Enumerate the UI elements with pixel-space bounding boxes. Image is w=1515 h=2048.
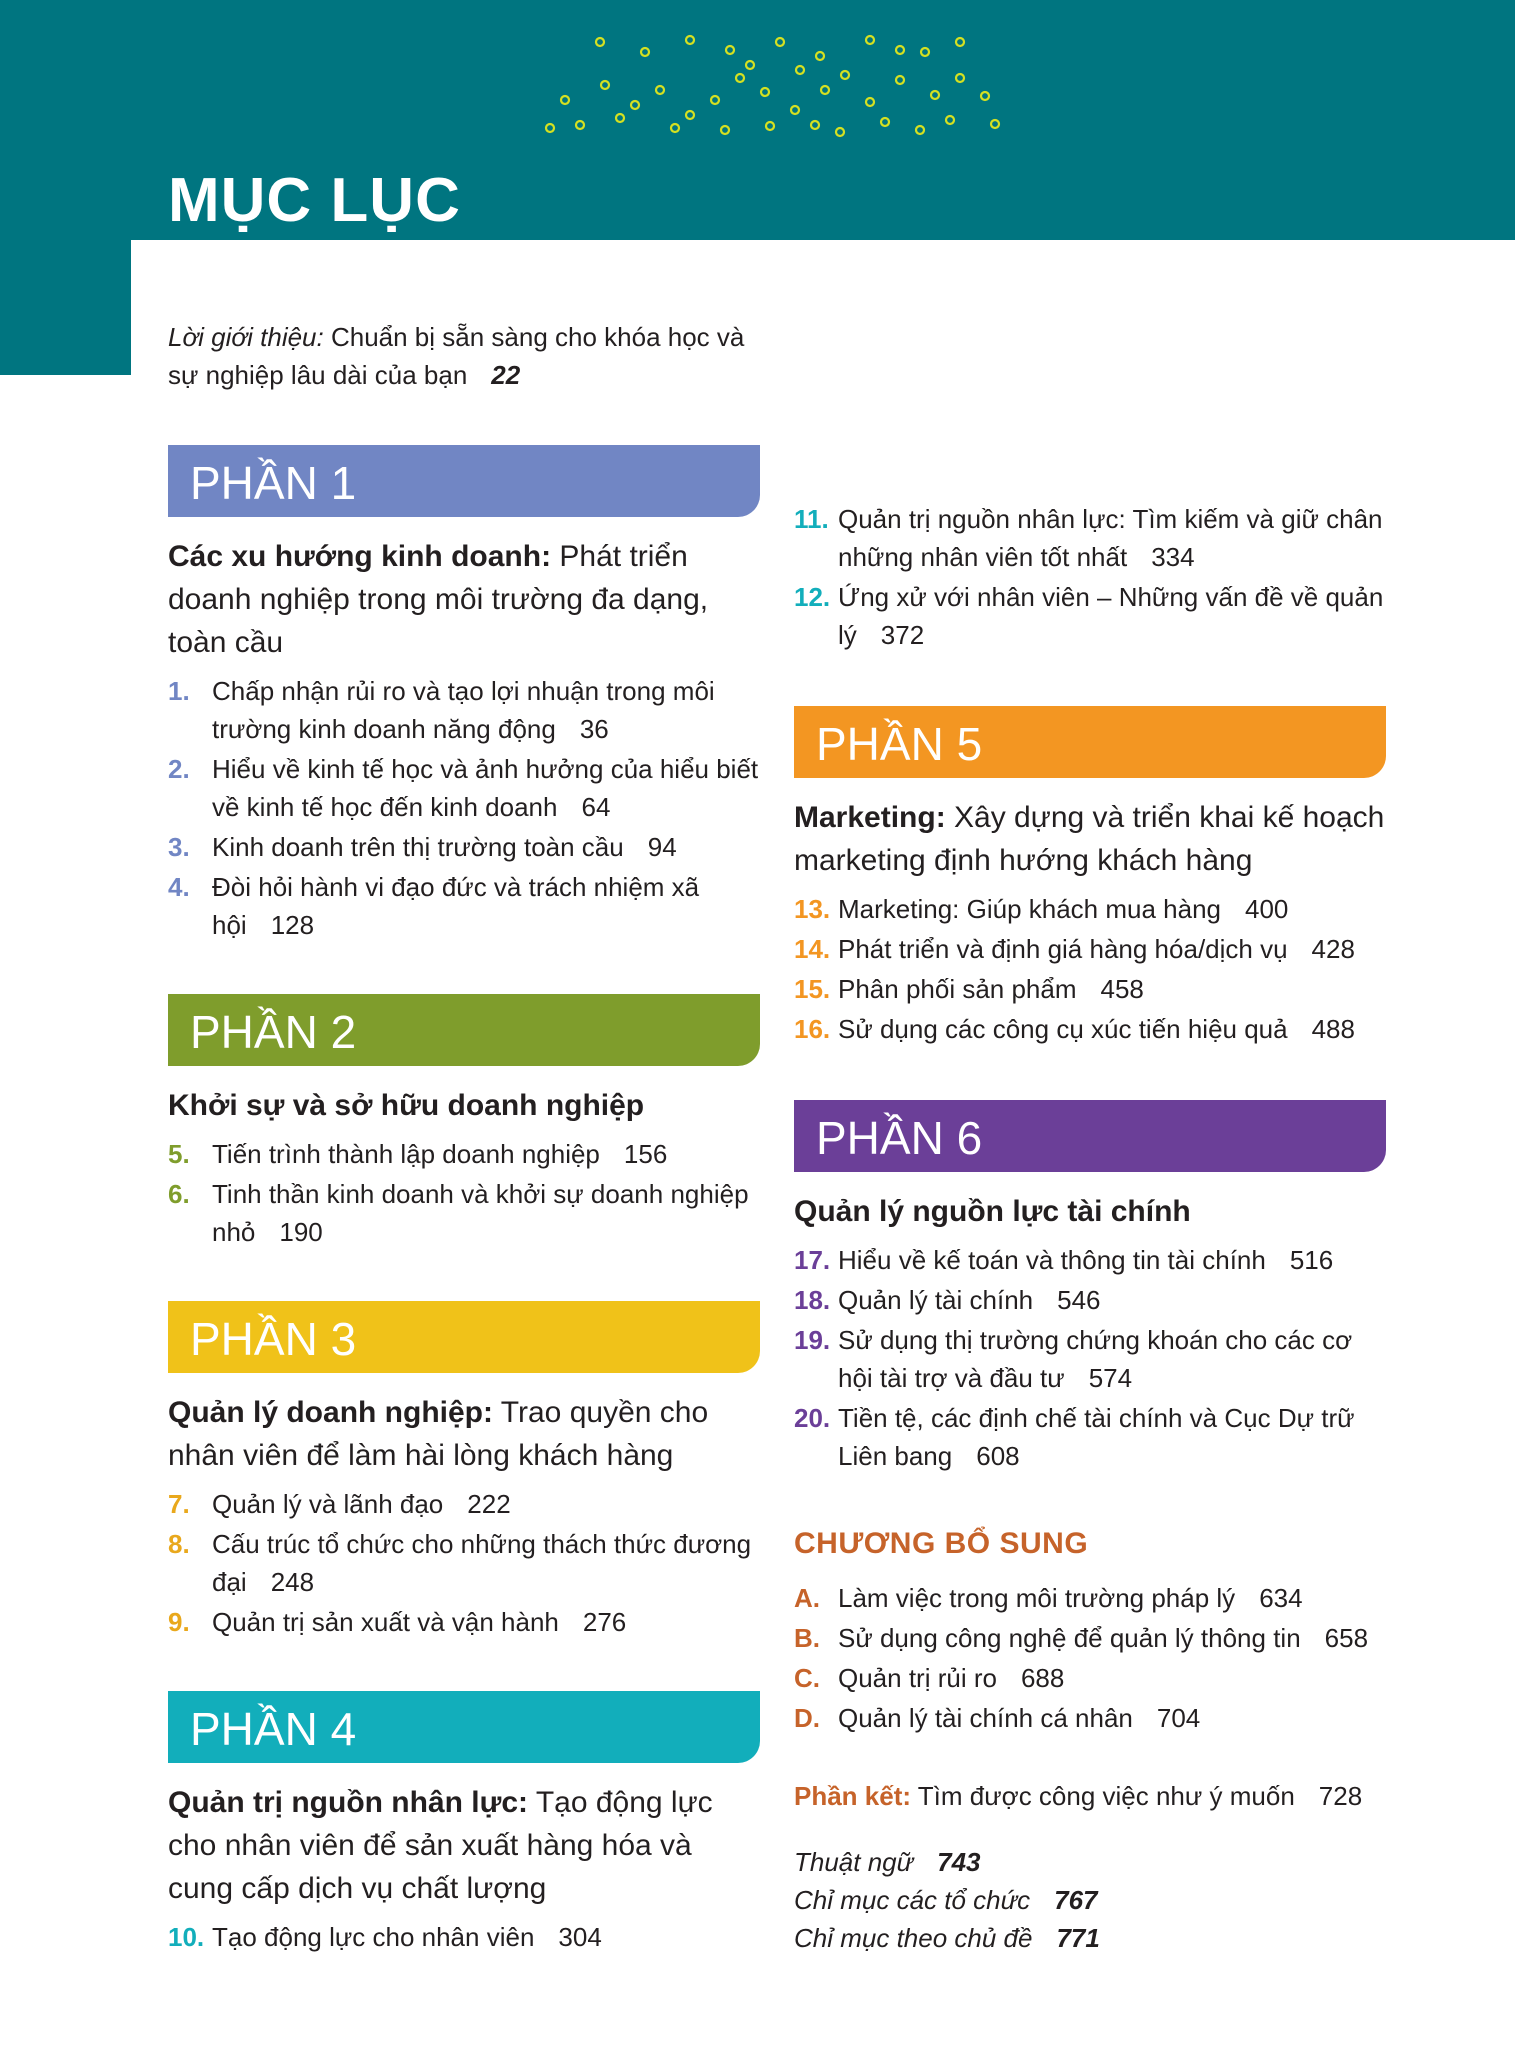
part-1-title: Các xu hướng kinh doanh: Phát triển doanh nghiệp trong môi trường đa dạng, toàn cầu [168,540,709,659]
intro-entry[interactable] [168,318,778,394]
chapter-16[interactable]: 16. Sử dụng các công cụ xúc tiến hiệu quả 488 [794,1014,1355,1044]
dot-12 [656,86,664,94]
dot-9 [561,96,569,104]
dot-26 [616,114,624,122]
header-side-band [0,0,131,375]
chapter-20[interactable]: 20. Tiền tệ, các định chế tài chính và Cục Dự trữ Liên bang 608 [794,1403,1355,1471]
part-6-title: Quản lý nguồn lực tài chính [794,1195,1191,1228]
dot-13 [686,111,694,119]
chapter-15[interactable]: 15. Phân phối sản phẩm 458 [794,974,1144,1004]
chapter-19[interactable]: 19. Sử dụng thị trường chứng khoán cho các cơ hội tài trợ và đầu tư 574 [794,1325,1353,1393]
dot-23 [956,74,964,82]
epilogue-entry[interactable]: Phần kết: Tìm được công việc như ý muốn 728 [794,1781,1363,1811]
dot-25 [576,121,584,129]
dot-16 [761,88,769,96]
dot-38 [746,61,754,69]
chapter-9[interactable]: 9. Quản trị sản xuất và vận hành 276 [168,1607,627,1637]
dot-30 [811,121,819,129]
dot-8 [956,38,964,46]
org-index-entry[interactable]: Chỉ mục các tổ chức 767 [794,1885,1098,1915]
part-1-header: PHẦN 1 [168,445,760,517]
dot-5 [816,52,824,60]
dot-37 [896,46,904,54]
dot-36 [546,124,554,132]
chapter-4[interactable]: 4. Đòi hỏi hành vi đạo đức và trách nhiệm xã hội 128 [168,872,700,940]
glossary-entry[interactable]: Thuật ngữ 743 [794,1847,981,1877]
part-3-title: Quản lý doanh nghiệp: Trao quyền cho nhân viên để làm hài lòng khách hàng [168,1396,709,1472]
supplement-heading: CHƯƠNG BỔ SUNG [794,1527,1089,1560]
dot-3 [726,46,734,54]
backmatter-list [794,1843,1386,1957]
dot-35 [991,120,999,128]
part-5-title: Marketing: Xây dựng và triển khai kế hoạch marketing định hướng khách hàng [794,801,1385,877]
supplement-chapter-c[interactable]: C. Quản trị rủi ro 688 [794,1663,1065,1693]
dot-34 [946,116,954,124]
intro-page: 22 [491,360,521,390]
decorative-dots [540,30,1010,140]
toc-column-left [168,445,760,1958]
chapter-11[interactable]: 11. Quản trị nguồn nhân lực: Tìm kiếm và giữ chân những nhân viên tốt nhất 334 [794,504,1383,572]
supplement-chapter-d[interactable]: D. Quản lý tài chính cá nhân 704 [794,1703,1201,1733]
chapter-17[interactable]: 17. Hiểu về kế toán và thông tin tài chính 516 [794,1245,1334,1275]
chapter-3[interactable]: 3. Kinh doanh trên thị trường toàn cầu 94 [168,832,677,862]
dot-32 [881,118,889,126]
chapter-10[interactable]: 10. Tạo động lực cho nhân viên 304 [168,1922,602,1952]
dot-17 [791,106,799,114]
page-title: MỤC LỤC [168,166,461,235]
chapter-8[interactable]: 8. Cấu trúc tổ chức cho những thách thức đương đại 248 [168,1529,752,1597]
chapter-5[interactable]: 5. Tiến trình thành lập doanh nghiệp 156 [168,1139,668,1169]
chapter-14[interactable]: 14. Phát triển và định giá hàng hóa/dịch vụ 428 [794,934,1355,964]
dot-20 [866,98,874,106]
dot-24 [981,92,989,100]
intro-text: Chuẩn bị sẵn sàng cho khóa học và sự nghiệp lâu dài của bạn [168,322,745,390]
dot-14 [711,96,719,104]
dot-29 [766,122,774,130]
dot-6 [866,36,874,44]
part-4-header: PHẦN 4 [168,1691,760,1763]
dot-15 [736,74,744,82]
chapter-6[interactable]: 6. Tinh thần kinh doanh và khởi sự doanh nghiệp nhỏ 190 [168,1179,749,1247]
dot-18 [821,86,829,94]
supplement-chapter-b[interactable]: B. Sử dụng công nghệ để quản lý thông tin 658 [794,1623,1369,1653]
chapter-7[interactable]: 7. Quản lý và lãnh đạo 222 [168,1489,511,1519]
dot-19 [841,71,849,79]
part-6-header: PHẦN 6 [794,1100,1386,1172]
dot-4 [776,38,784,46]
dot-39 [796,66,804,74]
dot-21 [896,76,904,84]
part-5-header: PHẦN 5 [794,706,1386,778]
dot-33 [916,126,924,134]
chapter-13[interactable]: 13. Marketing: Giúp khách mua hàng 400 [794,894,1289,924]
dot-31 [836,128,844,136]
part-2-title: Khởi sự và sở hữu doanh nghiệp [168,1089,645,1122]
dot-11 [631,101,639,109]
subject-index-entry[interactable]: Chỉ mục theo chủ đề 771 [794,1923,1100,1953]
chapter-2[interactable]: 2. Hiểu về kinh tế học và ảnh hưởng của hiểu biết về kinh tế học đến kinh doanh 64 [168,754,759,822]
part-2-header: PHẦN 2 [168,994,760,1066]
dot-27 [671,124,679,132]
dot-0 [596,38,604,46]
toc-column-right [794,498,1386,1957]
part-4-title: Quản trị nguồn nhân lực: Tạo động lực cho nhân viên để sản xuất hàng hóa và cung cấp dịch vụ chất lượng [168,1786,713,1905]
dot-1 [641,48,649,56]
dot-28 [721,126,729,134]
dot-7 [921,48,929,56]
part-3-header: PHẦN 3 [168,1301,760,1373]
chapter-18[interactable]: 18. Quản lý tài chính 546 [794,1285,1101,1315]
supplement-chapter-a[interactable]: A. Làm việc trong môi trường pháp lý 634 [794,1583,1303,1613]
chapter-1[interactable]: 1. Chấp nhận rủi ro và tạo lợi nhuận trong môi trường kinh doanh năng động 36 [168,676,715,744]
dot-10 [601,81,609,89]
dot-2 [686,36,694,44]
dot-22 [931,91,939,99]
intro-lead: Lời giới thiệu: [168,322,324,352]
chapter-12[interactable]: 12. Ứng xử với nhân viên – Những vấn đề về quản lý 372 [794,582,1384,650]
